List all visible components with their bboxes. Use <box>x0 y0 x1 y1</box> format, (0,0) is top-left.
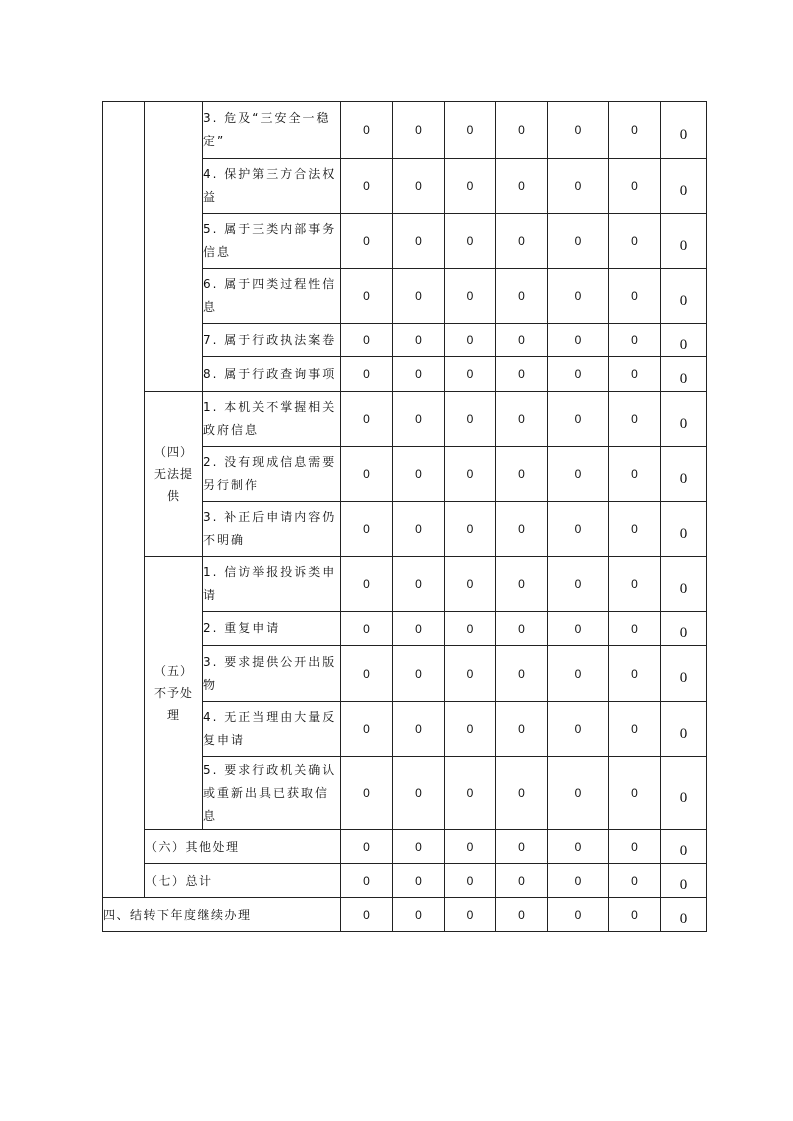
category-5-label <box>145 557 203 830</box>
value-cell: 0 <box>445 159 496 214</box>
value-cell: 0 <box>609 898 661 932</box>
value-cell: 0 <box>393 557 445 612</box>
value-cell: 0 <box>661 357 707 392</box>
value-cell: 0 <box>496 214 548 269</box>
row-label: （六）其他处理 <box>145 830 341 864</box>
value-cell: 0 <box>609 612 661 646</box>
value-cell: 0 <box>609 502 661 557</box>
row-label: 3. 危及“三安全一稳定” <box>203 102 341 159</box>
value-cell: 0 <box>445 269 496 324</box>
value-cell: 0 <box>341 612 393 646</box>
value-cell: 0 <box>393 502 445 557</box>
value-cell: 0 <box>393 102 445 159</box>
value-cell: 0 <box>496 102 548 159</box>
value-cell: 0 <box>548 324 609 357</box>
value-cell: 0 <box>445 898 496 932</box>
value-cell: 0 <box>661 324 707 357</box>
value-cell: 0 <box>496 502 548 557</box>
table-row <box>103 830 707 864</box>
value-cell: 0 <box>393 269 445 324</box>
value-cell: 0 <box>661 830 707 864</box>
category-4-line1: （四） <box>153 445 193 459</box>
value-cell: 0 <box>341 357 393 392</box>
value-cell: 0 <box>661 269 707 324</box>
value-cell: 0 <box>341 702 393 757</box>
value-cell: 0 <box>609 159 661 214</box>
value-cell: 0 <box>548 269 609 324</box>
value-cell: 0 <box>393 447 445 502</box>
value-cell: 0 <box>661 447 707 502</box>
value-cell: 0 <box>548 392 609 447</box>
value-cell: 0 <box>661 612 707 646</box>
value-cell: 0 <box>661 159 707 214</box>
table-row <box>103 898 707 932</box>
value-cell: 0 <box>341 757 393 830</box>
value-cell: 0 <box>609 357 661 392</box>
value-cell: 0 <box>661 214 707 269</box>
value-cell: 0 <box>393 612 445 646</box>
value-cell: 0 <box>393 214 445 269</box>
value-cell: 0 <box>393 898 445 932</box>
value-cell: 0 <box>609 702 661 757</box>
value-cell: 0 <box>341 102 393 159</box>
value-cell: 0 <box>341 898 393 932</box>
category-4-label <box>145 392 203 557</box>
value-cell: 0 <box>445 324 496 357</box>
value-cell: 0 <box>445 557 496 612</box>
row-label: 5. 属于三类内部事务信息 <box>203 214 341 269</box>
value-cell: 0 <box>393 646 445 702</box>
value-cell: 0 <box>393 757 445 830</box>
row-label: 四、结转下年度继续办理 <box>103 898 341 932</box>
value-cell: 0 <box>661 392 707 447</box>
value-cell: 0 <box>496 898 548 932</box>
row-label: 8. 属于行政查询事项 <box>203 357 341 392</box>
value-cell: 0 <box>609 269 661 324</box>
value-cell: 0 <box>548 612 609 646</box>
value-cell: 0 <box>496 702 548 757</box>
value-cell: 0 <box>445 830 496 864</box>
row-label: 3. 要求提供公开出版物 <box>203 646 341 702</box>
section-3-label-cell <box>103 102 145 898</box>
value-cell: 0 <box>548 757 609 830</box>
value-cell: 0 <box>445 357 496 392</box>
value-cell: 0 <box>609 557 661 612</box>
value-cell: 0 <box>661 557 707 612</box>
value-cell: 0 <box>341 159 393 214</box>
value-cell: 0 <box>393 159 445 214</box>
value-cell: 0 <box>609 392 661 447</box>
value-cell: 0 <box>496 392 548 447</box>
value-cell: 0 <box>661 757 707 830</box>
category-5-line2: 不予处 <box>153 686 193 700</box>
value-cell: 0 <box>609 830 661 864</box>
table-row <box>103 392 707 447</box>
value-cell: 0 <box>496 324 548 357</box>
value-cell: 0 <box>496 757 548 830</box>
row-label: 6. 属于四类过程性信息 <box>203 269 341 324</box>
value-cell: 0 <box>661 702 707 757</box>
value-cell: 0 <box>609 102 661 159</box>
value-cell: 0 <box>341 557 393 612</box>
value-cell: 0 <box>496 447 548 502</box>
table-row <box>103 557 707 612</box>
category-4-line3: 供 <box>166 489 180 503</box>
table-row <box>103 102 707 159</box>
value-cell: 0 <box>548 702 609 757</box>
value-cell: 0 <box>341 646 393 702</box>
row-label: 7. 属于行政执法案卷 <box>203 324 341 357</box>
value-cell: 0 <box>661 502 707 557</box>
value-cell: 0 <box>548 357 609 392</box>
value-cell: 0 <box>609 646 661 702</box>
value-cell: 0 <box>341 447 393 502</box>
value-cell: 0 <box>393 830 445 864</box>
value-cell: 0 <box>548 159 609 214</box>
value-cell: 0 <box>496 612 548 646</box>
value-cell: 0 <box>661 864 707 898</box>
value-cell: 0 <box>445 102 496 159</box>
disclosure-statistics-table <box>102 101 707 932</box>
category-3-label-cell <box>145 102 203 392</box>
value-cell: 0 <box>393 324 445 357</box>
value-cell: 0 <box>393 392 445 447</box>
category-5-line1: （五） <box>153 664 193 678</box>
value-cell: 0 <box>341 830 393 864</box>
value-cell: 0 <box>661 898 707 932</box>
value-cell: 0 <box>496 159 548 214</box>
row-label: 2. 重复申请 <box>203 612 341 646</box>
value-cell: 0 <box>445 612 496 646</box>
value-cell: 0 <box>661 646 707 702</box>
value-cell: 0 <box>341 502 393 557</box>
value-cell: 0 <box>496 557 548 612</box>
value-cell: 0 <box>548 102 609 159</box>
value-cell: 0 <box>548 502 609 557</box>
value-cell: 0 <box>609 447 661 502</box>
value-cell: 0 <box>393 702 445 757</box>
value-cell: 0 <box>548 214 609 269</box>
row-label: 1. 信访举报投诉类申请 <box>203 557 341 612</box>
value-cell: 0 <box>548 557 609 612</box>
value-cell: 0 <box>445 757 496 830</box>
value-cell: 0 <box>609 864 661 898</box>
value-cell: 0 <box>496 864 548 898</box>
value-cell: 0 <box>445 646 496 702</box>
value-cell: 0 <box>496 830 548 864</box>
value-cell: 0 <box>496 646 548 702</box>
value-cell: 0 <box>341 269 393 324</box>
value-cell: 0 <box>445 392 496 447</box>
value-cell: 0 <box>445 214 496 269</box>
row-label: （七）总计 <box>145 864 341 898</box>
value-cell: 0 <box>445 502 496 557</box>
value-cell: 0 <box>609 324 661 357</box>
value-cell: 0 <box>445 702 496 757</box>
value-cell: 0 <box>341 324 393 357</box>
value-cell: 0 <box>341 392 393 447</box>
value-cell: 0 <box>496 269 548 324</box>
value-cell: 0 <box>609 214 661 269</box>
category-4-line2: 无法提 <box>153 467 193 481</box>
row-label: 4. 无正当理由大量反复申请 <box>203 702 341 757</box>
value-cell: 0 <box>548 830 609 864</box>
row-label: 1. 本机关不掌握相关政府信息 <box>203 392 341 447</box>
value-cell: 0 <box>609 757 661 830</box>
category-5-line3: 理 <box>166 708 180 722</box>
value-cell: 0 <box>445 864 496 898</box>
value-cell: 0 <box>393 864 445 898</box>
row-label: 3. 补正后申请内容仍不明确 <box>203 502 341 557</box>
value-cell: 0 <box>548 898 609 932</box>
table-row <box>103 864 707 898</box>
row-label: 5. 要求行政机关确认或重新出具已获取信息 <box>203 757 341 830</box>
value-cell: 0 <box>661 102 707 159</box>
value-cell: 0 <box>341 864 393 898</box>
row-label: 2. 没有现成信息需要另行制作 <box>203 447 341 502</box>
value-cell: 0 <box>341 214 393 269</box>
row-label: 4. 保护第三方合法权益 <box>203 159 341 214</box>
value-cell: 0 <box>393 357 445 392</box>
value-cell: 0 <box>548 646 609 702</box>
value-cell: 0 <box>445 447 496 502</box>
value-cell: 0 <box>548 447 609 502</box>
value-cell: 0 <box>548 864 609 898</box>
value-cell: 0 <box>496 357 548 392</box>
